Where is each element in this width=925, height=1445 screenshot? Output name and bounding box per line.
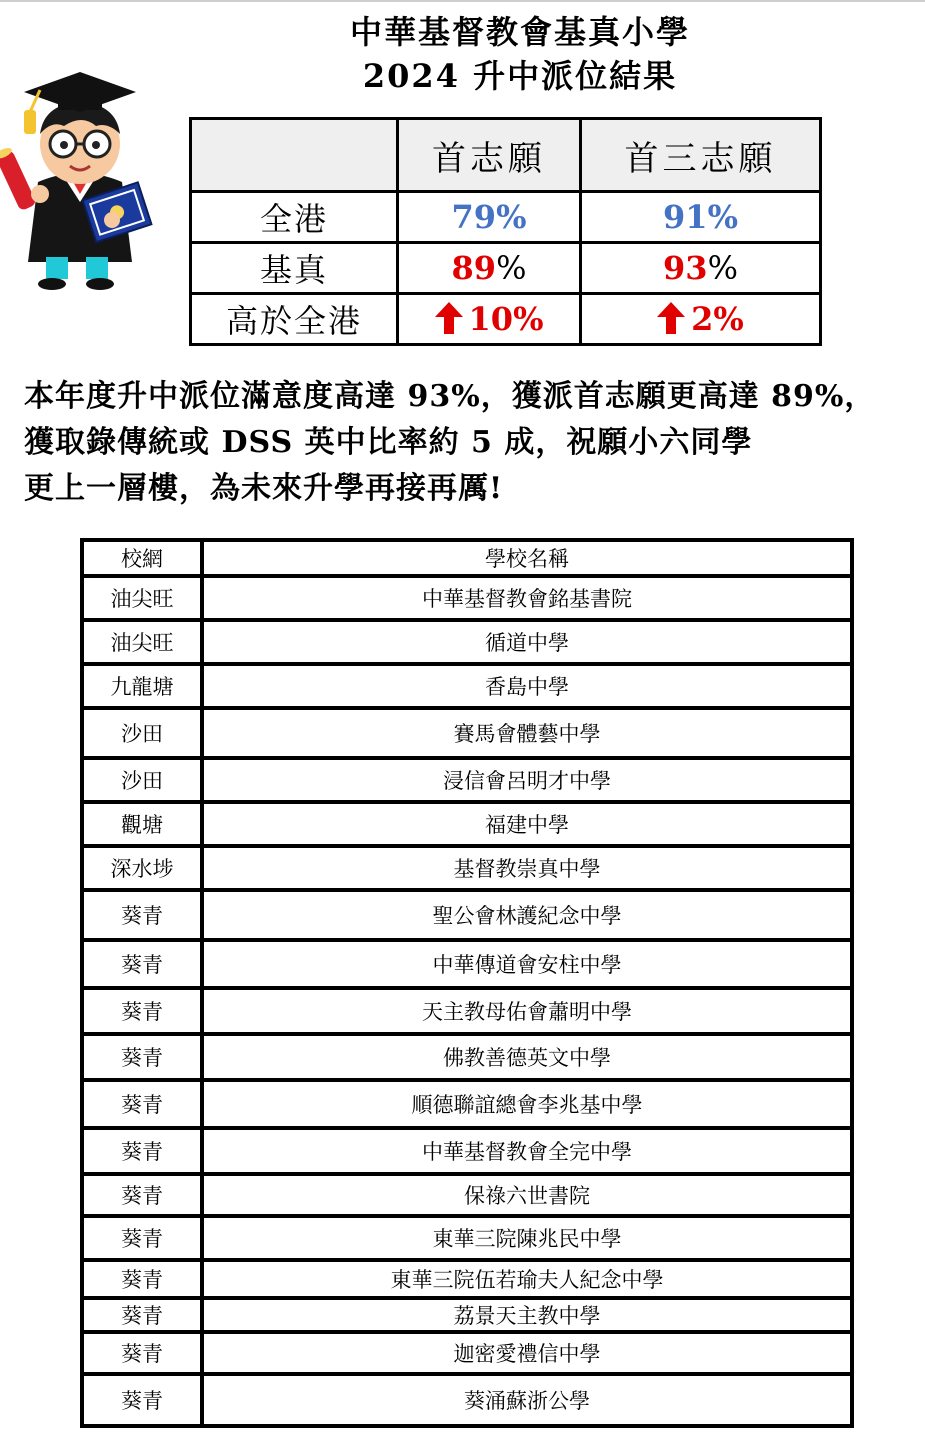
school-name-cell: 浸信會呂明才中學 <box>202 758 852 802</box>
table-row <box>82 620 852 664</box>
stats-value-cell <box>581 294 821 345</box>
school-name-cell: 順德聯誼總會李兆基中學 <box>202 1080 852 1128</box>
stats-value: 2% <box>691 300 744 338</box>
table-row <box>82 988 852 1034</box>
school-name-cell: 荔景天主教中學 <box>202 1298 852 1332</box>
district-cell: 葵青 <box>82 1174 202 1216</box>
table-row <box>82 802 852 846</box>
schools-table-body <box>82 540 852 1426</box>
table-row <box>82 940 852 988</box>
table-row <box>82 664 852 708</box>
up-arrow-icon <box>657 302 685 334</box>
school-name-cell: 迦密愛禮信中學 <box>202 1332 852 1374</box>
district-cell: 沙田 <box>82 758 202 802</box>
percent-sign: % <box>707 249 738 287</box>
school-name-cell: 東華三院伍若瑜夫人紀念中學 <box>202 1260 852 1298</box>
stats-row-label: 基真 <box>191 243 398 294</box>
table-row <box>82 1174 852 1216</box>
stats-value-cell <box>398 294 581 345</box>
stats-table <box>189 117 822 346</box>
top-rule <box>0 0 925 2</box>
table-row <box>82 1260 852 1298</box>
stats-row-label: 全港 <box>191 192 398 243</box>
table-row <box>82 1034 852 1080</box>
stats-col-header: 首三志願 <box>581 119 821 192</box>
table-row <box>82 1298 852 1332</box>
schools-header-row <box>82 540 852 576</box>
school-name-cell: 香島中學 <box>202 664 852 708</box>
up-arrow-icon <box>435 302 463 334</box>
district-cell: 葵青 <box>82 890 202 940</box>
summary-line: 更上一層樓，為未來升學再接再厲! <box>24 471 504 506</box>
table-row <box>82 1332 852 1374</box>
school-name-cell: 循道中學 <box>202 620 852 664</box>
district-cell: 深水埗 <box>82 846 202 890</box>
school-name-cell: 中華基督教會銘基書院 <box>202 576 852 620</box>
district-cell: 葵青 <box>82 1332 202 1374</box>
stats-value-cell <box>398 243 581 294</box>
district-cell: 葵青 <box>82 1216 202 1260</box>
stats-value: 93 <box>663 249 708 287</box>
page-title: 中華基督教會基真小學 <box>349 13 690 51</box>
table-row <box>82 1216 852 1260</box>
percent-sign: % <box>496 249 527 287</box>
table-row <box>82 1374 852 1426</box>
table-row <box>82 576 852 620</box>
stats-row-label: 高於全港 <box>191 294 398 345</box>
district-cell: 九龍塘 <box>82 664 202 708</box>
school-name-cell: 賽馬會體藝中學 <box>202 708 852 758</box>
stats-header-row <box>191 119 821 192</box>
district-header: 校網 <box>82 540 202 576</box>
table-row <box>82 890 852 940</box>
table-row <box>82 1080 852 1128</box>
district-cell: 葵青 <box>82 1260 202 1298</box>
table-row <box>82 846 852 890</box>
district-cell: 油尖旺 <box>82 620 202 664</box>
table-row <box>82 708 852 758</box>
stats-value: 89 <box>451 249 497 287</box>
school-name-cell: 福建中學 <box>202 802 852 846</box>
summary-line: 獲取錄傳統或 DSS 英中比率約 5 成，祝願小六同學 <box>24 425 753 460</box>
district-cell: 葵青 <box>82 1298 202 1332</box>
stats-row-diff <box>191 294 821 345</box>
school-name-cell: 中華基督教會全完中學 <box>202 1128 852 1174</box>
table-row <box>82 1128 852 1174</box>
stats-value: 79% <box>398 192 581 243</box>
district-cell: 葵青 <box>82 1128 202 1174</box>
school-name-cell: 東華三院陳兆民中學 <box>202 1216 852 1260</box>
district-cell: 葵青 <box>82 1034 202 1080</box>
graduate-cartoon-icon <box>0 52 160 292</box>
summary-line: 本年度升中派位滿意度高達 93%，獲派首志願更高達 89%， <box>24 379 876 414</box>
school-name-cell: 聖公會林護紀念中學 <box>202 890 852 940</box>
district-cell: 觀塘 <box>82 802 202 846</box>
page-subtitle: 2024 升中派位結果 <box>362 57 678 95</box>
school-name-cell: 佛教善德英文中學 <box>202 1034 852 1080</box>
table-row <box>82 758 852 802</box>
district-cell: 葵青 <box>82 1374 202 1426</box>
schools-table <box>80 538 854 1428</box>
stats-corner-cell <box>191 119 398 192</box>
school-name-cell: 中華傳道會安柱中學 <box>202 940 852 988</box>
stats-value: 91% <box>581 192 821 243</box>
district-cell: 葵青 <box>82 940 202 988</box>
stats-col-header: 首志願 <box>398 119 581 192</box>
school-name-cell: 天主教母佑會蕭明中學 <box>202 988 852 1034</box>
stats-row-hk <box>191 192 821 243</box>
stats-value-cell <box>581 243 821 294</box>
stats-value: 10% <box>468 300 544 338</box>
school-name-cell: 基督教崇真中學 <box>202 846 852 890</box>
district-cell: 油尖旺 <box>82 576 202 620</box>
district-cell: 葵青 <box>82 1080 202 1128</box>
school-name-cell: 保祿六世書院 <box>202 1174 852 1216</box>
district-cell: 沙田 <box>82 708 202 758</box>
school-header: 學校名稱 <box>202 540 852 576</box>
school-name-cell: 葵涌蘇浙公學 <box>202 1374 852 1426</box>
district-cell: 葵青 <box>82 988 202 1034</box>
stats-row-school <box>191 243 821 294</box>
